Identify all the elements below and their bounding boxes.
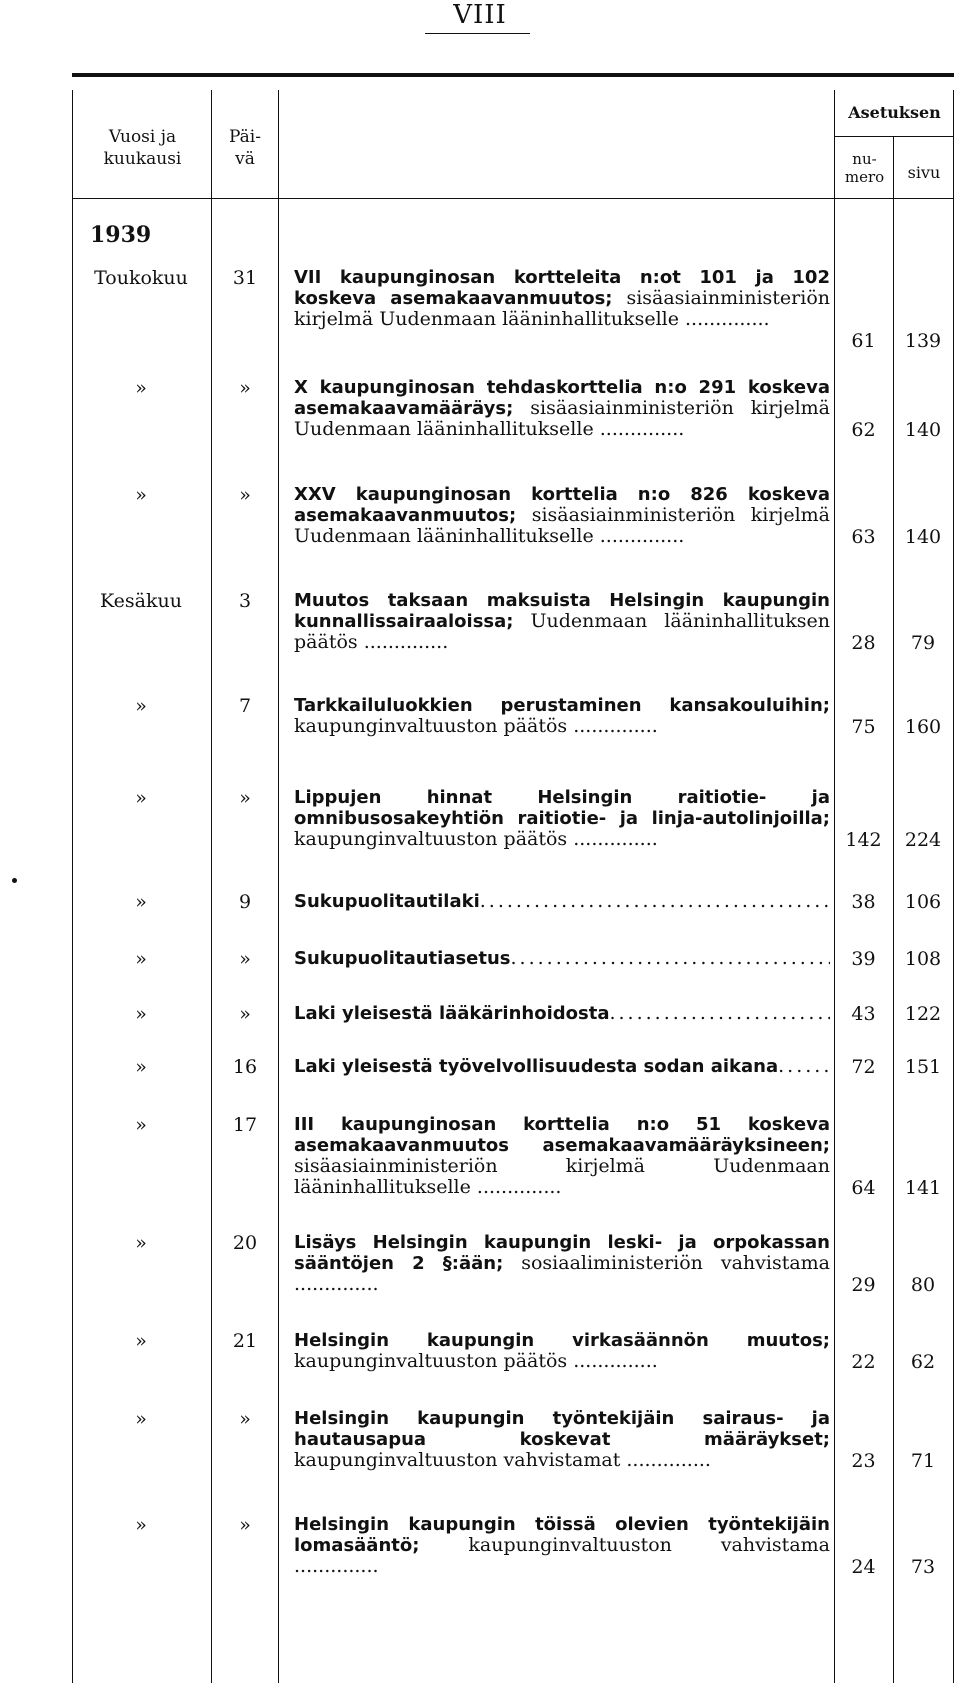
entry-day: 17 (232, 1114, 258, 1136)
entry-title: X kaupunginosan tehdaskorttelia n:o 291 koskeva asemakaavamääräys; (294, 377, 830, 419)
entry-leader-dots: .............. (294, 1555, 379, 1577)
entry-decree-number: 61 (851, 330, 876, 352)
entry-page-number: 139 (904, 330, 942, 352)
entry-description (294, 1056, 830, 1077)
entry-day: » (239, 1514, 251, 1536)
entry-title: Laki yleisestä lääkärinhoidosta (294, 1003, 610, 1024)
entry-decree-number: 75 (851, 716, 876, 738)
entry-decree-number: 23 (851, 1450, 876, 1472)
entry-description (294, 695, 830, 737)
entry-title-line (294, 1056, 830, 1077)
entry-source: kaupunginvaltuuston päätös (294, 715, 568, 737)
entry-day: » (239, 1408, 251, 1430)
entry-month: » (135, 1408, 147, 1430)
entry-description (294, 484, 830, 547)
rule-left (72, 90, 73, 1683)
entry-day: 31 (232, 267, 258, 289)
entry-decree-number: 22 (851, 1351, 876, 1373)
entry-day: » (239, 377, 251, 399)
entry-leader-dots: .............. (294, 1273, 379, 1295)
table-top-rule (72, 73, 954, 77)
entry-month: » (135, 891, 147, 913)
entry-day: » (239, 484, 251, 506)
entry-description (294, 377, 830, 440)
entry-page-number: 160 (904, 716, 942, 738)
entry-title-line (294, 1003, 830, 1024)
header-date: Vuosi ja kuukausi (103, 127, 182, 169)
entry-page-number: 122 (904, 1003, 942, 1025)
entry-source: kaupunginvaltuuston päätös (294, 828, 568, 850)
entry-day: 16 (232, 1056, 258, 1078)
entry-leader-dots: .............. (593, 418, 685, 440)
entry-source: kaupunginvaltuuston vahvistamat (294, 1449, 621, 1471)
entry-month: » (135, 484, 147, 506)
entry-description (294, 1330, 830, 1372)
entry-leader-dots: .............. (567, 1350, 658, 1372)
entry-page-number: 71 (910, 1450, 936, 1472)
entry-month: » (135, 1114, 147, 1136)
entry-title: Tarkkailuluokkien perustaminen kansakouluihin; (294, 695, 830, 716)
rule-day-desc (278, 90, 279, 1683)
entry-decree-number: 64 (851, 1177, 876, 1199)
entry-decree-number: 29 (851, 1274, 876, 1296)
entry-decree-number: 72 (851, 1056, 876, 1078)
entry-leader-dots: .............. (357, 631, 449, 653)
entry-day: » (239, 787, 251, 809)
page-number-underline (425, 33, 530, 34)
entry-description (294, 1003, 830, 1024)
entry-title-line (294, 948, 830, 969)
entry-title: III kaupunginosan korttelia n:o 51 koskeva asemakaavanmuutos asemakaavamääräyksineen; (294, 1114, 830, 1156)
entry-page-number: 80 (910, 1274, 936, 1296)
entry-description (294, 787, 830, 850)
entry-source: kaupunginvaltuuston vahvistama (468, 1534, 830, 1556)
entry-description (294, 590, 830, 653)
entry-day: 9 (238, 891, 252, 913)
header-day: Päi- vä (229, 127, 261, 169)
entry-month: Kesäkuu (100, 590, 182, 612)
entry-page-number: 79 (910, 632, 936, 654)
rule-right (953, 90, 954, 1683)
stray-mark (12, 878, 17, 883)
entry-description (294, 1114, 830, 1198)
rule-decree-sub (834, 136, 953, 137)
entry-month: » (135, 1003, 147, 1025)
rule-date-day (211, 90, 212, 1683)
rule-header-bottom (72, 198, 953, 199)
header-decree: Asetuksen (848, 103, 941, 122)
entry-source: sisäasiainministeriön kirjelmä Uudenmaan lääninhallitukselle (294, 1155, 830, 1198)
header-number: nu- mero (844, 150, 885, 186)
entry-description (294, 1514, 830, 1577)
entry-month: » (135, 1232, 147, 1254)
entry-page-number: 73 (910, 1556, 936, 1578)
entry-title: Sukupuolitautiasetus (294, 948, 511, 969)
entry-month: » (135, 377, 147, 399)
entry-month: » (135, 695, 147, 717)
entry-page-number: 140 (904, 526, 942, 548)
entry-month: Toukokuu (94, 267, 188, 289)
entry-day: 7 (238, 695, 252, 717)
entry-day: » (239, 1003, 251, 1025)
entry-month: » (135, 1330, 147, 1352)
entry-month: » (135, 787, 147, 809)
entry-description (294, 891, 830, 912)
entry-page-number: 140 (904, 419, 942, 441)
entry-description (294, 948, 830, 969)
entry-title: VII kaupunginosan kortteleita n:ot 101 ja 102 koskeva asemakaavanmuutos; (294, 267, 830, 309)
entry-source: sisäasiainministeriön kirjelmä Uudenmaan lääninhallitukselle (294, 287, 831, 330)
entry-decree-number: 63 (851, 526, 876, 548)
entry-source: kaupunginvaltuuston päätös (294, 1350, 568, 1372)
entry-day: 3 (238, 590, 252, 612)
entry-leader-dots: .............. (593, 525, 685, 547)
entry-decree-number: 43 (851, 1003, 876, 1025)
entry-decree-number: 28 (851, 632, 876, 654)
header-page: sivu (907, 163, 941, 182)
entry-title: Muutos taksaan maksuista Helsingin kaupungin kunnallissairaaloissa; (294, 590, 830, 632)
entry-title: Helsingin kaupungin virkasäännön muutos; (294, 1330, 830, 1351)
entry-title: XXV kaupunginosan korttelia n:o 826 koskeva asemakaavanmuutos; (294, 484, 830, 526)
page-number: VIII (453, 0, 507, 30)
entry-page-number: 108 (904, 948, 942, 970)
entry-title-line (294, 891, 830, 912)
entry-leader-dots (480, 891, 830, 912)
entry-page-number: 224 (904, 829, 942, 851)
entry-leader-dots: .............. (567, 715, 658, 737)
entry-leader-dots: .............. (678, 308, 770, 330)
rule-desc-number (834, 90, 835, 1683)
entry-description (294, 267, 830, 330)
entry-page-number: 141 (904, 1177, 942, 1199)
entry-leader-dots (778, 1056, 830, 1077)
entry-title: Lippujen hinnat Helsingin raitiotie- ja omnibusosakeyhtiön raitiotie- ja linja-autolinjoilla; (294, 787, 830, 829)
entry-page-number: 151 (904, 1056, 942, 1078)
entry-source: sisäasiainministeriön kirjelmä Uudenmaan lääninhallitukselle (294, 397, 831, 440)
entry-page-number: 62 (910, 1351, 936, 1373)
entry-decree-number: 39 (851, 948, 876, 970)
entry-month: » (135, 948, 147, 970)
entry-title: Helsingin kaupungin töissä olevien työntekijäin lomasääntö; (294, 1514, 830, 1556)
entry-day: » (239, 948, 251, 970)
entry-leader-dots (609, 1003, 830, 1024)
entry-decree-number: 62 (851, 419, 876, 441)
entry-leader-dots: .............. (567, 828, 658, 850)
entry-description (294, 1408, 830, 1471)
entry-description (294, 1232, 830, 1295)
entry-decree-number: 142 (845, 829, 882, 851)
entry-month: » (135, 1514, 147, 1536)
entry-source: sosiaaliministeriön vahvistama (521, 1252, 830, 1274)
entry-day: 20 (232, 1232, 258, 1254)
entry-month: » (135, 1056, 147, 1078)
entry-leader-dots: .............. (620, 1449, 711, 1471)
entry-title: Lisäys Helsingin kaupungin leski- ja orpokassan sääntöjen 2 §:ään; (294, 1232, 830, 1274)
entry-day: 21 (232, 1330, 258, 1352)
entry-source: sisäasiainministeriön kirjelmä Uudenmaan lääninhallitukselle (294, 504, 830, 547)
entry-leader-dots: .............. (470, 1176, 562, 1198)
entry-page-number: 106 (904, 891, 942, 913)
entry-decree-number: 24 (851, 1556, 876, 1578)
entry-leader-dots (511, 948, 830, 969)
entry-title: Sukupuolitautilaki (294, 891, 480, 912)
entry-title: Helsingin kaupungin työntekijäin sairaus- ja hautausapua koskevat määräykset; (294, 1408, 830, 1450)
entry-source: Uudenmaan lääninhallituksen päätös (294, 610, 830, 653)
entry-decree-number: 38 (851, 891, 876, 913)
year-heading: 1939 (90, 222, 152, 248)
entry-title: Laki yleisestä työvelvollisuudesta sodan aikana (294, 1056, 779, 1077)
